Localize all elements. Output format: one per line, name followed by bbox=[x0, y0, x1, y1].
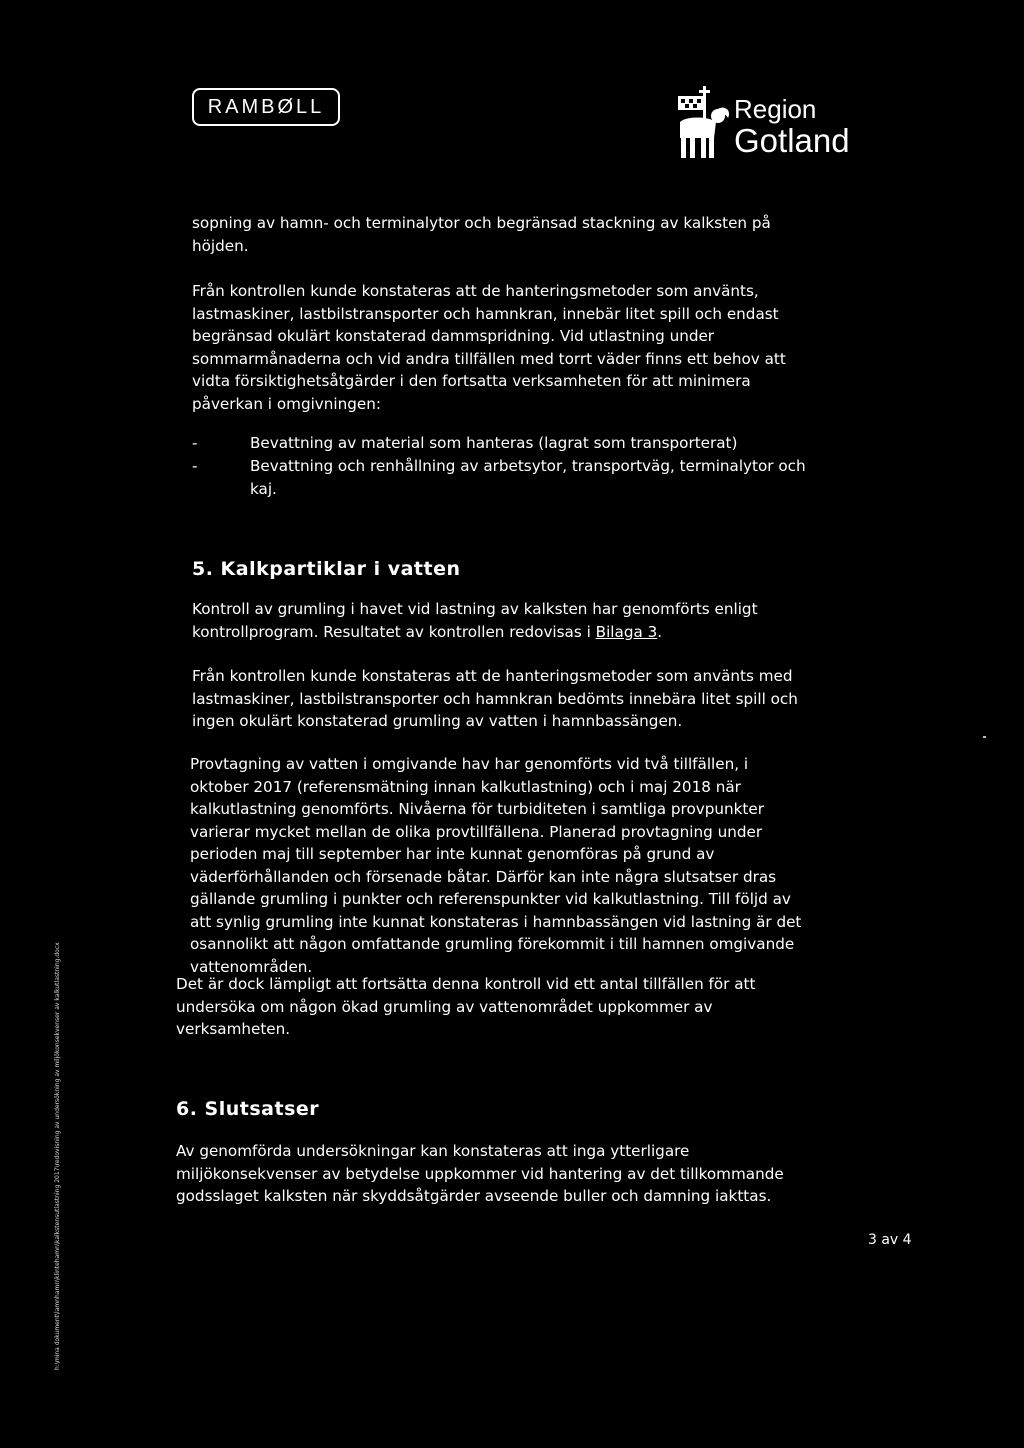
page-number: 3 av 4 bbox=[868, 1232, 912, 1248]
ramboll-logo-text: RAMBØLL bbox=[207, 95, 325, 118]
section-5-paragraph-3: Provtagning av vatten i omgivande hav har genomförts vid två tillfällen, i oktober 2017 (referensmätning innan kalkutlastning) och i maj 2018 när kalkutlastning genomförts. Nivåerna för turbiditeten i samtliga provpunkter varierar mycket mellan de olika provtillfällena. Planerad provtagning under perioden maj till september har inte kunnat genomföras på grund av väderförhållanden och försenade båtar. Därför kan inte några slutsatser dras gällande grumling i punkter och referenspunkter vid kalkutlastning. Till följd av att synlig grumling inte kunnat konstateras i hamnbassängen vid lastning är det osannolikt att någon omfattande grumling förekommit i till hamnen omgivande vattenområden. bbox=[190, 755, 802, 976]
gotland-label: Gotland bbox=[734, 122, 850, 159]
region-gotland-wordmark bbox=[734, 96, 850, 157]
region-label: Region bbox=[734, 94, 817, 124]
bullet-text: Bevattning av material som hanteras (lagrat som transporterat) bbox=[250, 434, 738, 452]
section-5-paragraph-2: Från kontrollen kunde konstateras att de hanteringsmetoder som använts med lastmaskiner, lastbilstransporter och hamnkran bedömts innebära litet spill och ingen okulärt konstaterad grumling av vatten i hamnbassängen. bbox=[192, 667, 798, 730]
paragraph-continuation: sopning av hamn- och terminalytor och begränsad stackning av kalksten på höjden. bbox=[192, 214, 771, 255]
file-path-sidebar: h:\mina dokument\lamnhamn\klintehamn\kalkstensutlastning 2017\redovisning av undersökning av miljökonsekvenser av kalkutlastning.docx bbox=[54, 942, 61, 1370]
bilaga-3-link[interactable]: Bilaga 3 bbox=[595, 622, 658, 641]
region-gotland-logo bbox=[672, 86, 862, 166]
scan-artifact bbox=[983, 736, 986, 738]
section-6-paragraph: Av genomförda undersökningar kan konstateras att inga ytterligare miljökonsekvenser av betydelse uppkommer vid hantering av det tillkommande godsslaget kalksten när skyddsåtgärder avseende buller och damning iakttas. bbox=[176, 1142, 784, 1205]
ram-emblem-icon bbox=[672, 86, 736, 166]
bullet-dash: - bbox=[192, 457, 198, 475]
list-item bbox=[192, 432, 812, 455]
section-5-paragraph-1-text: Kontroll av grumling i havet vid lastning av kalksten har genomförts enligt kontrollprogram. Resultatet av kontrollen redovisas i bbox=[192, 600, 758, 641]
ramboll-logo bbox=[192, 88, 340, 126]
section-5-paragraph-4: Det är dock lämpligt att fortsätta denna kontroll vid ett antal tillfällen för att undersöka om någon ökad grumling av vattenområdet uppkommer av verksamheten. bbox=[176, 975, 756, 1038]
paragraph-dust-control: Från kontrollen kunde konstateras att de hanteringsmetoder som använts, lastmaskiner, lastbilstransporter och hamnkran, innebär litet spill och endast begränsad okulärt konstaterad dammspridning. Vid utlastning under sommarmånaderna och vid andra tillfällen med torrt väder finns ett behov att vidta försiktighetsåtgärder i den fortsatta verksamheten för att minimera påverkan i omgivningen: bbox=[192, 282, 786, 413]
section-5-paragraph-1-end: . bbox=[657, 622, 663, 641]
list-item bbox=[192, 455, 812, 500]
bullet-dash: - bbox=[192, 434, 198, 452]
section-6-heading: 6. Slutsatser bbox=[176, 1098, 320, 1120]
bullet-text: Bevattning och renhållning av arbetsytor, transportväg, terminalytor och kaj. bbox=[250, 457, 806, 498]
section-5-paragraph-1 bbox=[192, 598, 792, 643]
section-5-heading: 5. Kalkpartiklar i vatten bbox=[192, 558, 461, 580]
